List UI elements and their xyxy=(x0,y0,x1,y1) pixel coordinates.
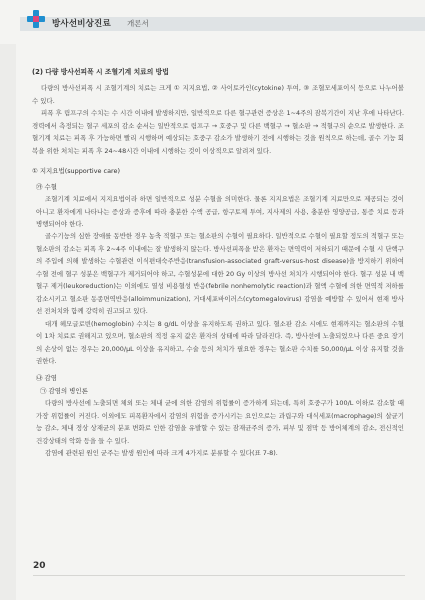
subsection-heading: ㉯ 감염 xyxy=(36,374,57,383)
header-title: 방사선비상진료 xyxy=(52,19,111,29)
body-text xyxy=(32,66,404,460)
subsection-heading: ㉠ 감염의 병인론 xyxy=(40,386,88,395)
paragraph: 대개 헤모글로빈(hemoglobin) 수치는 8 g/dL 이상을 유지하도록 권하고 있다. 혈소판 감소 시에도 현재까지는 혈소판의 수혈이 1차 치료로 권해지고 있으며, 혈소판의 적정 유지 값은 환자의 상태에 따라 달라진다. 즉, 방사선에 노출되었으나 다른 중요 장기의 손상이 없는 경우는 20,000/μL 이상을 유지하고, 수술 등의 처치가 필요한 경우는 혈소판 수치를 50,000/μL 이상 유지할 것을 권한다. xyxy=(36,319,404,365)
header-subtitle: 개론서 xyxy=(127,19,149,28)
subsection-heading: ㉮ 수혈 xyxy=(36,182,57,191)
footer-divider xyxy=(33,575,405,576)
paragraph: 피폭 후 림프구의 수치는 수 시간 이내에 발생하지만, 일반적으로 다른 혈구관련 증상은 1~4주의 잠복기간이 지난 후에 나타난다. 경력에서 측정되는 혈구 세포의 감소 순서는 일반적으로 림프구 → 호중구 및 다른 백혈구 → 혈소판 → 적혈구의 순으로 발생한다. 조혈기계 치료는 피폭 후 가능하면 빨리 시행하며 예상되는 호중구 감소가 발생하기 전에 시행하는 것을 원칙으로 하는데, 골수 기능 회복을 위한 처치는 피폭 후 24~48시간 이내에 시행하는 것이 이상적으로 알려져 있다. xyxy=(32,109,404,155)
paragraph: 골수기능의 심한 장애를 동반한 경우 농축 적혈구 또는 혈소판의 수혈이 필요하다. 일반적으로 수혈이 필요할 정도의 적혈구 또는 혈소판의 감소는 피폭 후 2~4주 이내에는 잘 발생하지 않는다. 방사선피폭을 받은 환자는 면역력이 저하되기 때문에 수혈 시 단핵구의 주입에 의해 발생하는 수혈관련 이식편대숙주반응(transfusion-associated graft-versus-host disease)을 방지하기 위하여 수혈 전에 혈구 성분은 백혈구가 제거되어야 하고, 수혈성분에 대한 20 Gy 이상의 방사선 처치가 시행되어야 한다. 혈구 성분 내 백혈구 제거(leukoreduction)는 이외에도 열성 비용혈성 반응(febrile nonhemolytic reaction)과 혈액 수혈에 의한 면역적 저하를 감소시키고 혈소판 동종면역반응(alloimmunization), 거대세포바이러스(cytomegalovirus) 감염을 예방할 수 있어서 현재 방사선 전처치와 함께 강력히 권고되고 있다. xyxy=(36,232,404,316)
cross-icon xyxy=(27,10,45,28)
paragraph: 다량의 방사선피폭 시 조혈기계의 치료는 크게 ① 지지요법, ② 사이토카인(cytokine) 투여, ③ 조혈모세포이식 등으로 나누어볼 수 있다. xyxy=(32,84,404,105)
left-margin-strip xyxy=(0,44,16,600)
paragraph: 다량의 방사선에 노출되면 체외 또는 체내 균에 의한 감염의 위험률이 증가하게 되는데, 특히 호중구가 100/L 이하로 감소할 때 가장 위험률이 커진다. 이외에도 피폭환자에서 감염의 위험을 증가시키는 요인으로는 과립구와 대식세포(macrophage)의 살균기능 감소, 체내 정상 상재균의 분포 변화로 인한 감염을 유발할 수 있는 잠재균주의 증가, 피부 및 점막 등 방어체계의 감소, 전신적인 건강상태의 악화 등을 들 수 있다. xyxy=(36,399,404,445)
paragraph: 조혈기계 치료에서 지지요법이라 하면 일반적으로 성분 수혈을 의미한다. 물론 지지요법은 조혈기계 지료만으로 제공되는 것이 아니고 환자에게 나타나는 증상과 증후에 따라 충분한 수액 공급, 항구토제 투여, 지사제의 사용, 충분한 영양공급, 통증 치료 등과 병행되어야 한다. xyxy=(36,195,404,228)
page-number: 20 xyxy=(33,561,46,571)
header xyxy=(0,0,425,44)
paragraph: 감염에 관련된 원인 균주는 발생 원인에 따라 크게 4가지로 분류할 수 있다(표 7-8). xyxy=(45,449,278,458)
subsection-heading: ① 지지요법(supportive care) xyxy=(32,167,120,176)
section-heading: (2) 다량 방사선피폭 시 조혈기계 치료의 방법 xyxy=(32,68,169,76)
